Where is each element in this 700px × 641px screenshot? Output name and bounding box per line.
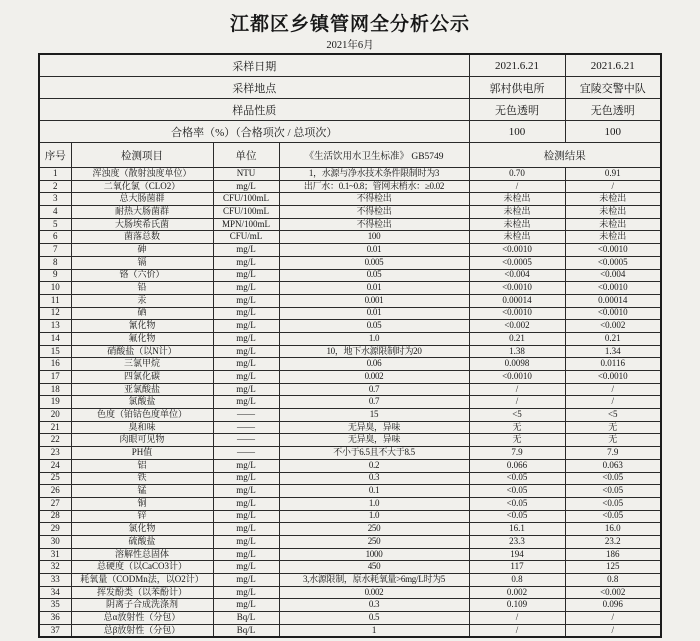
row-standard: 0.06 (279, 358, 469, 371)
row-standard: 0.005 (279, 256, 469, 269)
table-row (39, 332, 661, 345)
row-result-site2: / (565, 396, 661, 409)
info-label: 样品性质 (39, 99, 469, 121)
row-result-site1: 0.109 (469, 599, 565, 612)
table-row (39, 497, 661, 510)
row-result-site1: 未检出 (469, 231, 565, 244)
row-index: 33 (39, 574, 71, 587)
row-unit: NTU (213, 168, 279, 181)
row-standard: 0.002 (279, 371, 469, 384)
row-index: 32 (39, 561, 71, 574)
row-index: 15 (39, 345, 71, 358)
page-subtitle: 2021年6月 (326, 40, 374, 51)
row-standard: 15 (279, 409, 469, 422)
row-unit: —— (213, 409, 279, 422)
table-row (39, 472, 661, 485)
row-result-site2: / (565, 612, 661, 625)
row-index: 31 (39, 548, 71, 561)
table-row (39, 345, 661, 358)
row-result-site2: 186 (565, 548, 661, 561)
row-unit: mg/L (213, 180, 279, 193)
row-result-site1: 0.00014 (469, 294, 565, 307)
row-result-site2: / (565, 624, 661, 637)
row-index: 30 (39, 535, 71, 548)
row-result-site2: / (565, 383, 661, 396)
row-result-site1: 16.1 (469, 523, 565, 536)
row-standard: 450 (279, 561, 469, 574)
row-standard: 出厂水：0.1~0.8；管网末梢水：≥0.02 (279, 180, 469, 193)
row-item: 耗氧量（CODMn法，以O2计） (71, 574, 213, 587)
info-value-site2: 无色透明 (565, 99, 661, 121)
row-index: 4 (39, 206, 71, 219)
row-result-site1: 无 (469, 421, 565, 434)
row-result-site1: <0.05 (469, 510, 565, 523)
row-index: 8 (39, 256, 71, 269)
row-unit: mg/L (213, 345, 279, 358)
row-index: 6 (39, 231, 71, 244)
col-header-index: 序号 (39, 143, 71, 168)
row-item: 铅 (71, 282, 213, 295)
row-unit: mg/L (213, 244, 279, 257)
table-row (39, 218, 661, 231)
table-row (39, 523, 661, 536)
row-unit: mg/L (213, 535, 279, 548)
row-item: 臭和味 (71, 421, 213, 434)
table-row (39, 574, 661, 587)
row-index: 28 (39, 510, 71, 523)
row-item: 锰 (71, 485, 213, 498)
row-unit: mg/L (213, 574, 279, 587)
row-unit: —— (213, 447, 279, 460)
row-result-site1: / (469, 624, 565, 637)
col-header-unit: 单位 (213, 143, 279, 168)
row-result-site2: <0.0010 (565, 282, 661, 295)
row-unit: mg/L (213, 561, 279, 574)
row-standard: 不小于6.5且不大于8.5 (279, 447, 469, 460)
row-unit: Bq/L (213, 624, 279, 637)
row-standard: 1，水源与净水技术条件限制时为3 (279, 168, 469, 181)
row-index: 10 (39, 282, 71, 295)
row-standard: 0.002 (279, 586, 469, 599)
row-result-site2: <0.0010 (565, 244, 661, 257)
row-index: 9 (39, 269, 71, 282)
row-result-site1: 0.0098 (469, 358, 565, 371)
row-result-site1: / (469, 180, 565, 193)
info-value-site1: 无色透明 (469, 99, 565, 121)
table-row (39, 586, 661, 599)
row-result-site2: 0.063 (565, 459, 661, 472)
info-label: 采样日期 (39, 54, 469, 77)
row-result-site2: <0.05 (565, 485, 661, 498)
row-result-site1: 0.70 (469, 168, 565, 181)
row-result-site2: 7.9 (565, 447, 661, 460)
table-row (39, 485, 661, 498)
row-unit: CFU/mL (213, 231, 279, 244)
row-result-site2: 16.0 (565, 523, 661, 536)
row-unit: mg/L (213, 586, 279, 599)
row-index: 14 (39, 332, 71, 345)
info-value-site2: 2021.6.21 (565, 54, 661, 77)
row-unit: mg/L (213, 256, 279, 269)
row-index: 22 (39, 434, 71, 447)
row-unit: mg/L (213, 332, 279, 345)
table-row (39, 561, 661, 574)
table-row (39, 612, 661, 625)
row-item: 汞 (71, 294, 213, 307)
table-row (39, 421, 661, 434)
row-standard: 0.3 (279, 472, 469, 485)
row-standard: 0.5 (279, 612, 469, 625)
row-result-site1: <0.0010 (469, 371, 565, 384)
row-result-site1: 0.066 (469, 459, 565, 472)
row-unit: mg/L (213, 320, 279, 333)
row-standard: 1.0 (279, 510, 469, 523)
row-index: 27 (39, 497, 71, 510)
row-index: 16 (39, 358, 71, 371)
row-item: 铜 (71, 497, 213, 510)
row-item: 总α放射性（分包） (71, 612, 213, 625)
row-result-site2: 125 (565, 561, 661, 574)
row-item: 氯化物 (71, 523, 213, 536)
row-item: 肉眼可见物 (71, 434, 213, 447)
info-value-site2: 100 (565, 121, 661, 143)
info-value-site1: 2021.6.21 (469, 54, 565, 77)
row-index: 13 (39, 320, 71, 333)
row-standard: 无异臭，异味 (279, 421, 469, 434)
row-item: 菌落总数 (71, 231, 213, 244)
row-standard: 1 (279, 624, 469, 637)
info-row (39, 121, 661, 143)
row-item: 大肠埃希氏菌 (71, 218, 213, 231)
table-row (39, 624, 661, 637)
table-row (39, 307, 661, 320)
row-standard: 1.0 (279, 332, 469, 345)
table-row (39, 193, 661, 206)
table-row (39, 409, 661, 422)
table-row (39, 396, 661, 409)
info-row (39, 77, 661, 99)
row-unit: MPN/100mL (213, 218, 279, 231)
table-row (39, 548, 661, 561)
row-standard: 0.2 (279, 459, 469, 472)
table-row (39, 320, 661, 333)
row-standard: 1000 (279, 548, 469, 561)
row-result-site2: 0.8 (565, 574, 661, 587)
row-item: 溶解性总固体 (71, 548, 213, 561)
row-unit: mg/L (213, 383, 279, 396)
info-row (39, 99, 661, 121)
row-index: 24 (39, 459, 71, 472)
row-item: 锌 (71, 510, 213, 523)
table-row (39, 510, 661, 523)
row-item: 浑浊度（散射浊度单位） (71, 168, 213, 181)
row-unit: —— (213, 434, 279, 447)
row-standard: 100 (279, 231, 469, 244)
row-result-site2: 未检出 (565, 193, 661, 206)
row-item: 挥发酚类（以苯酚计） (71, 586, 213, 599)
row-item: 砷 (71, 244, 213, 257)
row-unit: mg/L (213, 371, 279, 384)
row-index: 21 (39, 421, 71, 434)
row-index: 1 (39, 168, 71, 181)
row-result-site2: / (565, 180, 661, 193)
table-row (39, 168, 661, 181)
document-page (0, 9, 700, 641)
row-result-site1: 0.002 (469, 586, 565, 599)
row-result-site2: <0.0005 (565, 256, 661, 269)
row-index: 26 (39, 485, 71, 498)
row-result-site2: 0.91 (565, 168, 661, 181)
row-result-site2: 23.2 (565, 535, 661, 548)
row-result-site2: <0.05 (565, 510, 661, 523)
table-row (39, 244, 661, 257)
row-result-site1: <0.0010 (469, 244, 565, 257)
row-index: 5 (39, 218, 71, 231)
row-item: 硒 (71, 307, 213, 320)
row-unit: mg/L (213, 358, 279, 371)
row-standard: 不得检出 (279, 193, 469, 206)
row-result-site2: 无 (565, 434, 661, 447)
row-standard: 250 (279, 535, 469, 548)
table-row (39, 180, 661, 193)
row-item: 总大肠菌群 (71, 193, 213, 206)
column-header-section (39, 143, 661, 168)
row-result-site1: 未检出 (469, 218, 565, 231)
row-item: 铝 (71, 459, 213, 472)
info-value-site1: 100 (469, 121, 565, 143)
row-item: 色度（铂钴色度单位） (71, 409, 213, 422)
row-index: 3 (39, 193, 71, 206)
info-value-site2: 宜陵交警中队 (565, 77, 661, 99)
row-result-site1: 194 (469, 548, 565, 561)
row-item: 铁 (71, 472, 213, 485)
row-result-site1: 0.21 (469, 332, 565, 345)
row-standard: 不得检出 (279, 218, 469, 231)
row-index: 17 (39, 371, 71, 384)
table-row (39, 434, 661, 447)
row-unit: mg/L (213, 472, 279, 485)
row-unit: mg/L (213, 599, 279, 612)
row-index: 23 (39, 447, 71, 460)
row-result-site2: 0.0116 (565, 358, 661, 371)
row-result-site1: / (469, 383, 565, 396)
column-header-row (39, 143, 661, 168)
row-result-site2: <0.0010 (565, 307, 661, 320)
row-standard: 0.01 (279, 307, 469, 320)
row-item: 氰化物 (71, 320, 213, 333)
row-index: 11 (39, 294, 71, 307)
row-standard: 250 (279, 523, 469, 536)
table-row (39, 282, 661, 295)
row-item: 总β放射性（分包） (71, 624, 213, 637)
row-standard: 0.7 (279, 383, 469, 396)
row-item: 硫酸盐 (71, 535, 213, 548)
table-row (39, 206, 661, 219)
row-result-site2: <0.002 (565, 320, 661, 333)
row-result-site1: / (469, 612, 565, 625)
row-index: 34 (39, 586, 71, 599)
row-unit: mg/L (213, 294, 279, 307)
row-unit: mg/L (213, 269, 279, 282)
row-result-site1: <0.002 (469, 320, 565, 333)
table-row (39, 294, 661, 307)
row-item: 二氧化氯（CLO2） (71, 180, 213, 193)
row-result-site2: 无 (565, 421, 661, 434)
row-standard: 0.01 (279, 244, 469, 257)
row-result-site2: <0.05 (565, 497, 661, 510)
row-unit: Bq/L (213, 612, 279, 625)
info-value-site1: 郭村供电所 (469, 77, 565, 99)
row-index: 35 (39, 599, 71, 612)
table-row (39, 231, 661, 244)
row-unit: mg/L (213, 459, 279, 472)
row-item: PH值 (71, 447, 213, 460)
row-item: 四氯化碳 (71, 371, 213, 384)
page-title: 江都区乡镇管网全分析公示 (229, 14, 470, 35)
row-index: 20 (39, 409, 71, 422)
row-result-site2: 0.21 (565, 332, 661, 345)
table-row (39, 447, 661, 460)
row-unit: mg/L (213, 523, 279, 536)
row-unit: mg/L (213, 396, 279, 409)
row-unit: mg/L (213, 510, 279, 523)
row-result-site1: / (469, 396, 565, 409)
row-result-site2: 0.00014 (565, 294, 661, 307)
row-item: 氟化物 (71, 332, 213, 345)
row-result-site1: 未检出 (469, 206, 565, 219)
row-unit: mg/L (213, 497, 279, 510)
row-result-site1: <0.05 (469, 497, 565, 510)
col-header-standard: 《生活饮用水卫生标准》 GB5749 (279, 143, 469, 168)
table-row (39, 383, 661, 396)
row-result-site2: 未检出 (565, 206, 661, 219)
row-unit: CFU/100mL (213, 193, 279, 206)
row-result-site2: <5 (565, 409, 661, 422)
row-result-site1: 7.9 (469, 447, 565, 460)
table-row (39, 459, 661, 472)
row-unit: mg/L (213, 548, 279, 561)
row-index: 19 (39, 396, 71, 409)
row-unit: —— (213, 421, 279, 434)
row-standard: 无异臭，异味 (279, 434, 469, 447)
row-result-site1: <0.0010 (469, 307, 565, 320)
row-result-site2: 0.096 (565, 599, 661, 612)
analysis-table (38, 53, 662, 638)
row-item: 硝酸盐（以N计） (71, 345, 213, 358)
row-unit: mg/L (213, 485, 279, 498)
row-index: 37 (39, 624, 71, 637)
row-result-site1: <0.0010 (469, 282, 565, 295)
row-result-site2: <0.002 (565, 586, 661, 599)
row-standard: 0.001 (279, 294, 469, 307)
row-result-site1: 23.3 (469, 535, 565, 548)
row-unit: mg/L (213, 282, 279, 295)
table-row (39, 535, 661, 548)
row-result-site1: 117 (469, 561, 565, 574)
info-label: 采样地点 (39, 77, 469, 99)
row-unit: CFU/100mL (213, 206, 279, 219)
row-item: 三氯甲烷 (71, 358, 213, 371)
info-section (39, 54, 661, 143)
table-row (39, 358, 661, 371)
row-result-site2: <0.004 (565, 269, 661, 282)
row-standard: 0.3 (279, 599, 469, 612)
row-standard: 3,水源限制，原水耗氧量>6mg/L时为5 (279, 574, 469, 587)
data-section (39, 168, 661, 638)
row-item: 镉 (71, 256, 213, 269)
row-standard: 0.1 (279, 485, 469, 498)
row-result-site1: <5 (469, 409, 565, 422)
row-result-site2: <0.05 (565, 472, 661, 485)
row-result-site1: <0.0005 (469, 256, 565, 269)
row-index: 25 (39, 472, 71, 485)
row-index: 12 (39, 307, 71, 320)
row-result-site2: 未检出 (565, 231, 661, 244)
row-result-site1: 1.38 (469, 345, 565, 358)
row-result-site1: <0.05 (469, 485, 565, 498)
row-item: 总硬度（以CaCO3计） (71, 561, 213, 574)
row-item: 铬（六价） (71, 269, 213, 282)
row-result-site1: 0.8 (469, 574, 565, 587)
row-result-site1: 未检出 (469, 193, 565, 206)
table-row (39, 371, 661, 384)
info-label: 合格率（%）（合格项次 / 总项次） (39, 121, 469, 143)
row-index: 36 (39, 612, 71, 625)
row-index: 2 (39, 180, 71, 193)
row-unit: mg/L (213, 307, 279, 320)
row-result-site1: 无 (469, 434, 565, 447)
row-result-site1: <0.05 (469, 472, 565, 485)
table-row (39, 599, 661, 612)
col-header-result: 检测结果 (469, 143, 661, 168)
row-standard: 10，地下水源限制时为20 (279, 345, 469, 358)
col-header-item: 检测项目 (71, 143, 213, 168)
row-item: 氯酸盐 (71, 396, 213, 409)
row-result-site2: 未检出 (565, 218, 661, 231)
row-standard: 0.01 (279, 282, 469, 295)
row-standard: 1.0 (279, 497, 469, 510)
row-index: 29 (39, 523, 71, 536)
info-row (39, 54, 661, 77)
row-item: 阴离子合成洗涤剂 (71, 599, 213, 612)
row-index: 7 (39, 244, 71, 257)
row-standard: 0.7 (279, 396, 469, 409)
table-row (39, 256, 661, 269)
row-item: 亚氯酸盐 (71, 383, 213, 396)
row-result-site2: 1.34 (565, 345, 661, 358)
row-standard: 0.05 (279, 269, 469, 282)
table-row (39, 269, 661, 282)
row-result-site1: <0.004 (469, 269, 565, 282)
row-standard: 不得检出 (279, 206, 469, 219)
row-item: 耐热大肠菌群 (71, 206, 213, 219)
row-index: 18 (39, 383, 71, 396)
row-result-site2: <0.0010 (565, 371, 661, 384)
row-standard: 0.05 (279, 320, 469, 333)
